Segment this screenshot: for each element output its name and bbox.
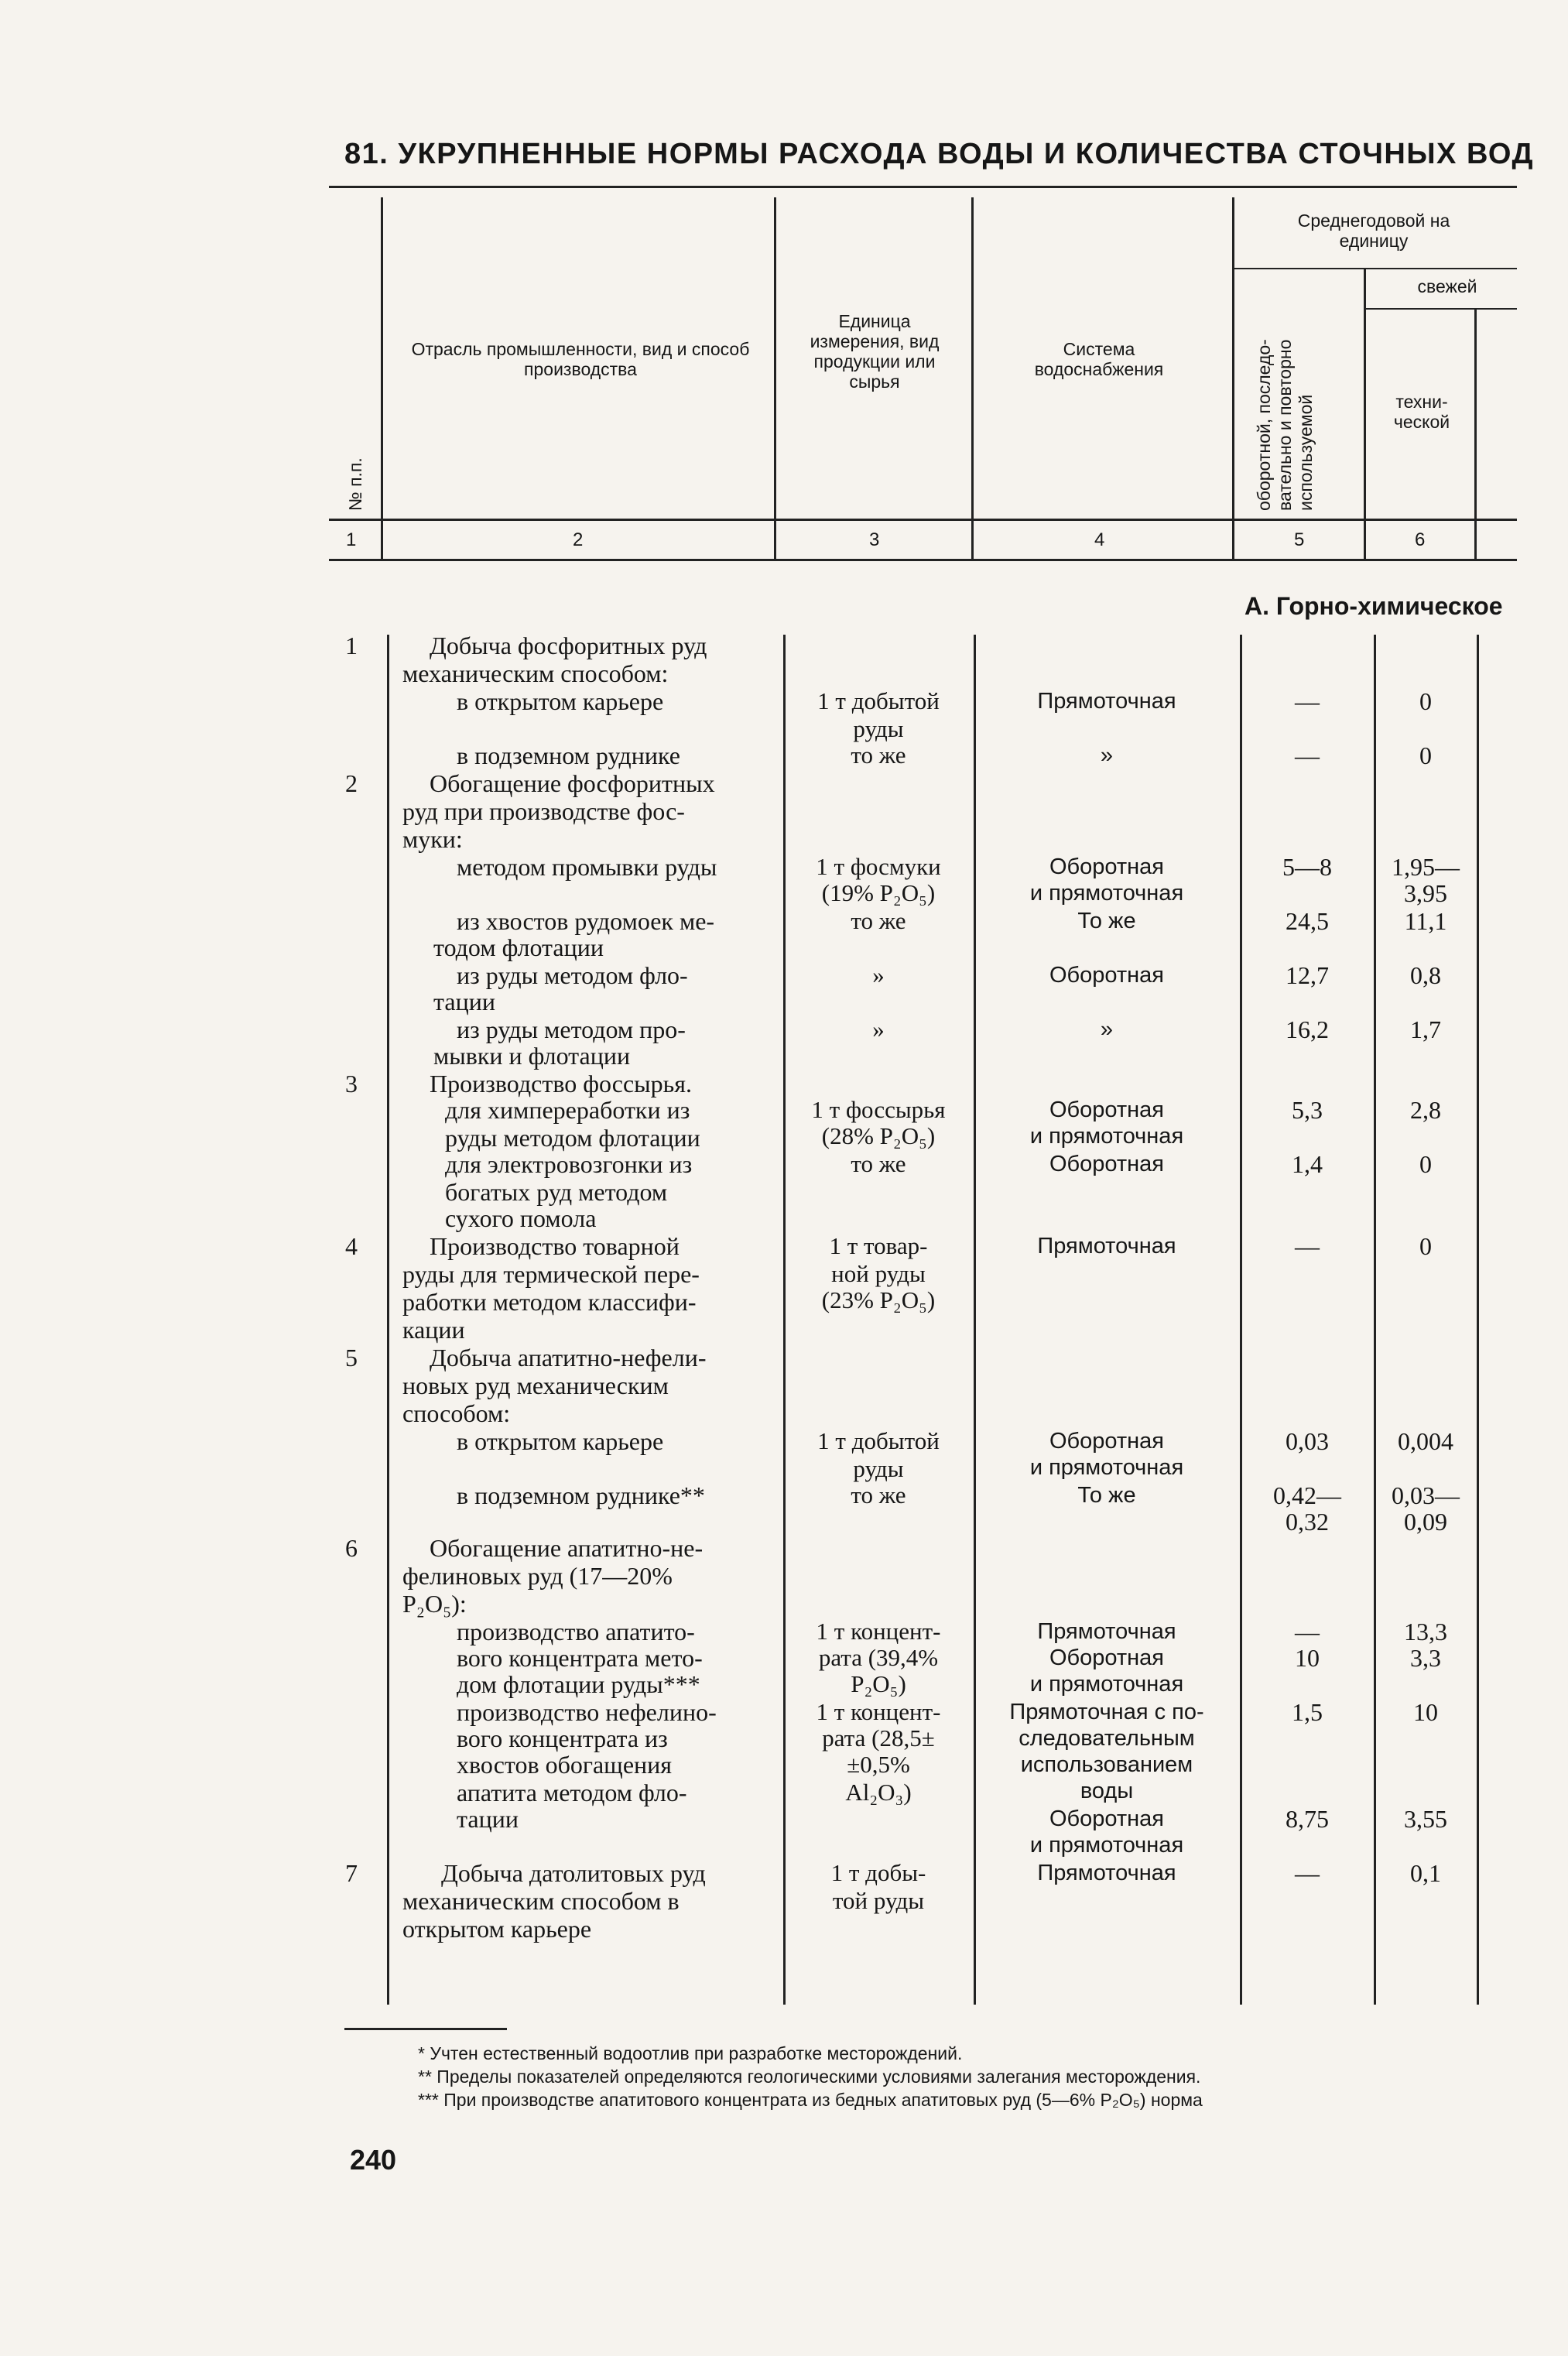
row-number: 5 (345, 1344, 358, 1371)
industry-text: вого концентрата мето- (457, 1644, 703, 1672)
system-text: Оборотная (1049, 1152, 1165, 1176)
industry-text: кации (402, 1316, 465, 1344)
unit-text: (19% P₂O₅) (821, 879, 936, 906)
system-text: То же (1077, 909, 1136, 933)
recycled-value: 1,4 (1292, 1150, 1323, 1178)
unit-text: рата (39,4% (818, 1644, 939, 1671)
system-text: Оборотная (1049, 1645, 1165, 1670)
system-text: и прямоточная (1029, 1672, 1184, 1697)
row-number: 1 (345, 632, 358, 659)
recycled-value: 0,03 (1286, 1427, 1329, 1455)
system-text: Оборотная (1049, 854, 1165, 879)
unit-text: 1 т добытой (817, 1427, 940, 1454)
system-text: использованием (1020, 1752, 1193, 1777)
fresh-value: 3,95 (1404, 879, 1447, 907)
unit-text: то же (851, 1481, 906, 1508)
fresh-value: 0 (1419, 1150, 1432, 1178)
section-title: А. Горно-химическое (1244, 592, 1503, 620)
recycled-value: 5,3 (1292, 1096, 1323, 1124)
header-col-tech: техни- ческой (1393, 392, 1450, 432)
body-divider (1374, 635, 1376, 2005)
industry-text: вого концентрата из (457, 1724, 668, 1752)
industry-text: руд при производстве фос- (402, 797, 685, 825)
industry-text: дом флотации руды*** (457, 1670, 700, 1698)
industry-text: новых руд механическим (402, 1371, 669, 1399)
industry-text: для химпереработки из (445, 1096, 690, 1124)
footnote: * Учтен естественный водоотлив при разработке месторождений. (418, 2043, 963, 2063)
fresh-value: 3,55 (1404, 1805, 1447, 1833)
unit-text: руды (853, 715, 904, 742)
fresh-value: 0 (1419, 687, 1432, 715)
recycled-value: — (1295, 687, 1320, 715)
industry-text: апатита методом фло- (457, 1779, 687, 1806)
recycled-value: — (1295, 1859, 1320, 1887)
recycled-value: — (1295, 741, 1320, 769)
unit-text: 1 т фосмуки (816, 853, 941, 880)
industry-text: для электровозгонки из (445, 1150, 693, 1178)
unit-text: (28% P₂O₅) (821, 1122, 936, 1149)
system-text: То же (1077, 1483, 1136, 1508)
row-number: 6 (345, 1534, 358, 1562)
unit-text: » (872, 961, 885, 988)
system-text: Прямоточная (1037, 1861, 1176, 1885)
system-text: » (1100, 1017, 1114, 1042)
industry-text: методом промывки руды (457, 853, 717, 881)
system-text: Прямоточная (1037, 1234, 1176, 1258)
system-text: воды (1080, 1779, 1134, 1803)
fresh-value: 0,09 (1404, 1508, 1447, 1536)
industry-text: открытом карьере (402, 1915, 592, 1943)
industry-text: тодом флотации (433, 933, 604, 961)
industry-text: Добыча фосфоритных руд (430, 632, 707, 659)
unit-text: P₂O₅) (851, 1670, 906, 1697)
industry-text: Обогащение апатитно-не- (430, 1534, 704, 1562)
recycled-value: 24,5 (1286, 907, 1329, 935)
fresh-value: 11,1 (1404, 907, 1447, 935)
industry-text: в открытом карьере (457, 1427, 664, 1455)
page-title: 81. УКРУПНЕННЫЕ НОРМЫ РАСХОДА ВОДЫ И КОЛИЧЕСТВА СТОЧНЫХ ВОД (344, 138, 1535, 170)
body-divider (783, 635, 786, 2005)
industry-text: P₂O₅): (402, 1590, 467, 1618)
industry-text: Добыча апатитно-нефели- (430, 1344, 707, 1371)
industry-text: мывки и флотации (433, 1042, 631, 1070)
fresh-value: 1,95— (1392, 853, 1460, 881)
unit-text: 1 т фоссырья (811, 1096, 946, 1123)
industry-text: работки методом классифи- (402, 1288, 697, 1316)
system-text: Оборотная (1049, 1806, 1165, 1831)
footnote: *** При производстве апатитового концентрата из бедных апатитовых руд (5—6% P₂O₅) норма (418, 2090, 1203, 2110)
industry-text: сухого помола (445, 1204, 597, 1232)
header-divider (1364, 269, 1366, 560)
fresh-value: 0,004 (1398, 1427, 1453, 1455)
fresh-value: 13,3 (1404, 1618, 1447, 1645)
header-col-unit: Единица измерения, вид продукции или сырья (810, 311, 940, 392)
industry-text: производство апатито- (457, 1618, 695, 1645)
industry-text: в открытом карьере (457, 687, 664, 715)
body-divider (1477, 635, 1479, 2005)
header-divider (1474, 310, 1477, 560)
recycled-value: 1,5 (1292, 1698, 1323, 1726)
system-text: » (1100, 743, 1114, 768)
industry-text: из руды методом фло- (457, 961, 688, 989)
unit-text: ной руды (831, 1260, 926, 1287)
recycled-value: 16,2 (1286, 1015, 1329, 1043)
recycled-value: 0,42— (1273, 1481, 1341, 1509)
unit-text: то же (851, 1150, 906, 1177)
industry-text: в подземном руднике** (457, 1481, 705, 1509)
colnum-bottom-rule (329, 559, 1517, 561)
industry-text: из хвостов рудомоек ме- (457, 907, 715, 935)
header-divider (774, 197, 776, 560)
unit-text: (23% P₂O₅) (821, 1286, 936, 1313)
unit-text: 1 т добытой (817, 687, 940, 714)
header-top-rule (329, 186, 1517, 188)
recycled-value: 8,75 (1286, 1805, 1329, 1833)
fresh-value: 0 (1419, 1232, 1432, 1260)
fresh-value: 0,03— (1392, 1481, 1460, 1509)
industry-text: механическим способом в (402, 1887, 680, 1915)
unit-text: 1 т концент- (816, 1618, 941, 1645)
system-text: Оборотная (1049, 963, 1165, 988)
column-number: 3 (869, 529, 880, 550)
recycled-value: 12,7 (1286, 961, 1329, 989)
system-text: и прямоточная (1029, 881, 1184, 906)
system-text: и прямоточная (1029, 1833, 1184, 1858)
fresh-value: 0 (1419, 741, 1432, 769)
recycled-value: — (1295, 1618, 1320, 1645)
industry-text: богатых руд методом (445, 1178, 668, 1206)
unit-text: то же (851, 741, 906, 769)
industry-text: хвостов обогащения (457, 1751, 672, 1779)
footnote: ** Пределы показателей определяются геологическими условиями залегания месторождения. (418, 2067, 1201, 2087)
header-bottom-rule (329, 519, 1517, 521)
header-divider (381, 197, 383, 560)
header-divider (1232, 197, 1234, 560)
fresh-value: 0,8 (1410, 961, 1441, 989)
industry-text: Производство товарной (430, 1232, 680, 1260)
system-text: и прямоточная (1029, 1124, 1184, 1149)
unit-text: 1 т товар- (829, 1232, 928, 1259)
system-text: Прямоточная с по- (1009, 1700, 1204, 1724)
industry-text: способом: (402, 1399, 511, 1427)
unit-text: ±0,5% (847, 1751, 910, 1778)
fresh-value: 0,1 (1410, 1859, 1441, 1887)
column-number: 1 (346, 529, 357, 550)
header-subrule-avg (1234, 268, 1517, 269)
fresh-value: 3,3 (1410, 1644, 1441, 1672)
header-col-industry: Отрасль промышленности, вид и способ производства (411, 339, 750, 379)
industry-text: Обогащение фосфоритных (430, 769, 715, 797)
industry-text: производство нефелино- (457, 1698, 717, 1726)
column-number: 5 (1294, 529, 1305, 550)
recycled-value: 5—8 (1282, 853, 1332, 881)
industry-text: в подземном руднике (457, 741, 680, 769)
industry-text: руды методом флотации (445, 1124, 700, 1152)
industry-text: фелиновых руд (17—20% (402, 1562, 673, 1590)
unit-text: руды (853, 1455, 904, 1482)
row-number: 2 (345, 769, 358, 797)
footnote-rule (344, 2028, 507, 2030)
row-number: 4 (345, 1232, 358, 1260)
industry-text: руды для термической пере- (402, 1260, 700, 1288)
recycled-value: 10 (1295, 1644, 1320, 1672)
unit-text: рата (28,5± (822, 1724, 935, 1752)
industry-text: из руды методом про- (457, 1015, 686, 1043)
system-text: Оборотная (1049, 1098, 1165, 1122)
fresh-value: 2,8 (1410, 1096, 1441, 1124)
industry-text: муки: (402, 825, 463, 853)
unit-text: » (872, 1015, 885, 1043)
header-col-recycled: оборотной, последо- вательно и повторно используемой (1254, 339, 1316, 511)
industry-text: тации (457, 1805, 519, 1833)
body-divider (974, 635, 976, 2005)
body-divider (1240, 635, 1242, 2005)
header-subrule-fresh (1366, 308, 1517, 310)
system-text: и прямоточная (1029, 1455, 1184, 1480)
industry-text: тации (433, 988, 495, 1015)
header-col-fresh: свежей (1417, 276, 1477, 296)
recycled-value: — (1295, 1232, 1320, 1260)
fresh-value: 10 (1413, 1698, 1438, 1726)
header-col-num: № п.п. (345, 457, 365, 511)
page-number: 240 (350, 2144, 397, 2176)
industry-text: Производство фоссырья. (430, 1070, 692, 1098)
row-number: 3 (345, 1070, 358, 1098)
system-text: Прямоточная (1037, 689, 1176, 714)
unit-text: 1 т концент- (816, 1698, 941, 1725)
system-text: следовательным (1019, 1726, 1195, 1751)
unit-text: той руды (832, 1887, 925, 1914)
industry-text: механическим способом: (402, 659, 669, 687)
column-number: 6 (1415, 529, 1426, 550)
unit-text: 1 т добы- (830, 1859, 926, 1886)
column-number: 4 (1094, 529, 1105, 550)
recycled-value: 0,32 (1286, 1508, 1329, 1536)
system-text: Оборотная (1049, 1429, 1165, 1454)
row-number: 7 (345, 1859, 358, 1887)
fresh-value: 1,7 (1410, 1015, 1441, 1043)
unit-text: Al₂O₃) (845, 1779, 912, 1806)
system-text: Прямоточная (1037, 1619, 1176, 1644)
header-col-system: Система водоснабжения (1034, 339, 1164, 379)
unit-text: то же (851, 907, 906, 934)
industry-text: Добыча датолитовых руд (441, 1859, 706, 1887)
column-number: 2 (573, 529, 584, 550)
header-divider (971, 197, 974, 560)
header-col-avg: Среднегодовой на единицу (1297, 211, 1450, 251)
body-divider (387, 635, 389, 2005)
